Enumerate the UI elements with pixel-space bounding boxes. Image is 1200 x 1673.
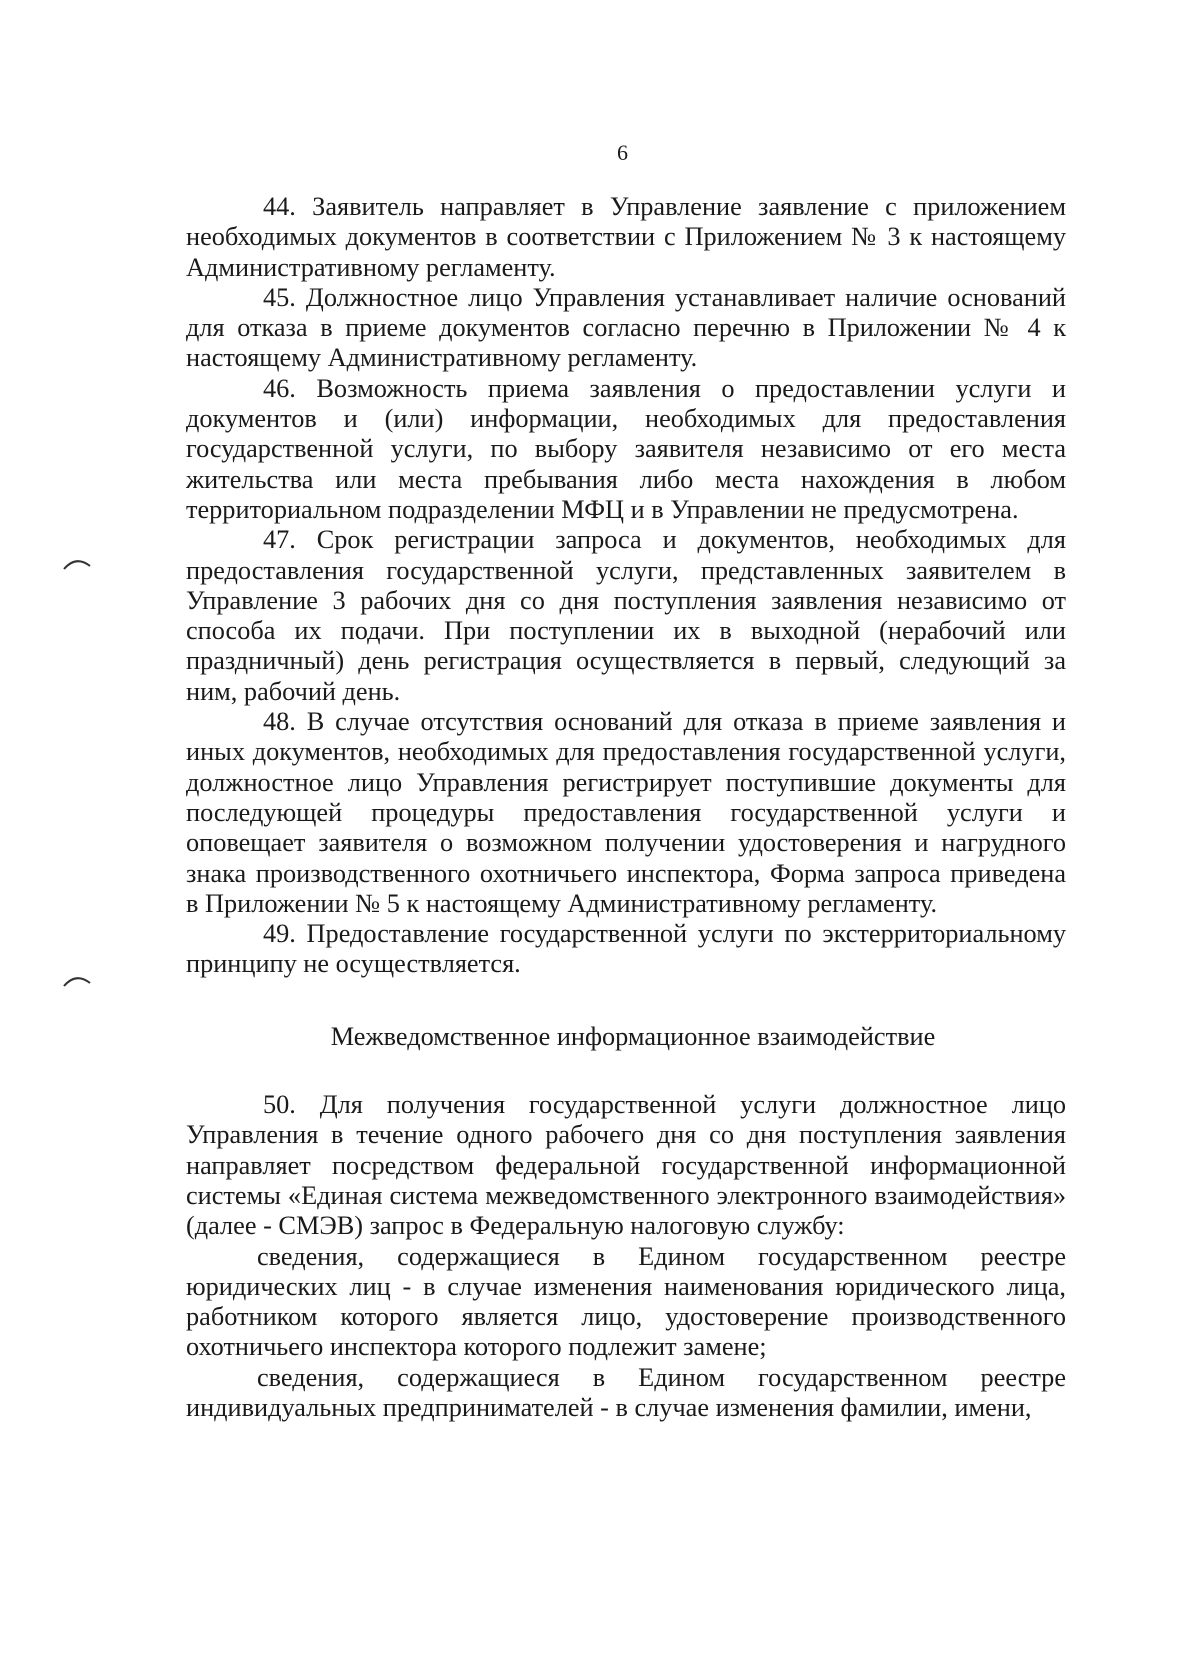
spacer	[186, 980, 1066, 1022]
punch-hole-mark	[62, 553, 92, 573]
spacer	[186, 1052, 1066, 1090]
paragraph-50: 50. Для получения государственной услуги должностное лицо Управления в течение одного рабочего дня со дня поступления заявления направляет посредством федеральной государственной информационной системы «Единая система межведомственного электронного взаимодействия» (далее - СМЭВ) запрос в Федеральную налоговую службу:	[186, 1090, 1066, 1241]
sub-paragraph-entrepreneurs: сведения, содержащиеся в Едином государственном реестре индивидуальных предпринимателей - в случае изменения фамилии, имени,	[186, 1362, 1066, 1422]
punch-hole-mark	[62, 970, 92, 990]
paragraph-46: 46. Возможность приема заявления о предоставлении услуги и документов и (или) информации, необходимых для предоставления государственной услуги, по выбору заявителя независимо от его места жительства или места пребывания либо места нахождения в любом территориальном подразделении МФЦ и в Управлении не предусмотрена.	[186, 373, 1066, 524]
paragraph-47: 47. Срок регистрации запроса и документов, необходимых для предоставления государственной услуги, представленных заявителем в Управление 3 рабочих дня со дня поступления заявления независимо от способа их подачи. При поступлении их в выходной (нерабочий или праздничный) день регистрация осуществляется в первый, следующий за ним, рабочий день.	[186, 525, 1066, 706]
section-heading: Межведомственное информационное взаимодействие	[330, 1021, 936, 1051]
page-number: 6	[617, 140, 628, 165]
paragraph-44: 44. Заявитель направляет в Управление заявление с приложением необходимых документов в соответствии с Приложением № 3 к настоящему Административному регламенту.	[186, 192, 1066, 282]
paragraph-45: 45. Должностное лицо Управления устанавливает наличие оснований для отказа в приеме документов согласно перечню в Приложении № 4 к настоящему Административному регламенту.	[186, 282, 1066, 373]
sub-paragraph-legal-entities: сведения, содержащиеся в Едином государственном реестре юридических лиц - в случае изменения наименования юридического лица, работником которого является лицо, удостоверение производственного охотничьего инспектора которого подлежит замене;	[186, 1241, 1066, 1362]
paragraph-49: 49. Предоставление государственной услуги по экстерриториальному принципу не осуществляется.	[186, 919, 1066, 979]
paragraph-48: 48. В случае отсутствия оснований для отказа в приеме заявления и иных документов, необходимых для предоставления государственной услуги, должностное лицо Управления регистрирует поступившие документы для последующей процедуры предоставления государственной услуги и оповещает заявителя о возможном получении удостоверения и нагрудного знака производственного охотничьего инспектора, Форма запроса приведена в Приложении № 5 к настоящему Административному регламенту.	[186, 707, 1066, 918]
document-body	[186, 192, 1066, 1423]
